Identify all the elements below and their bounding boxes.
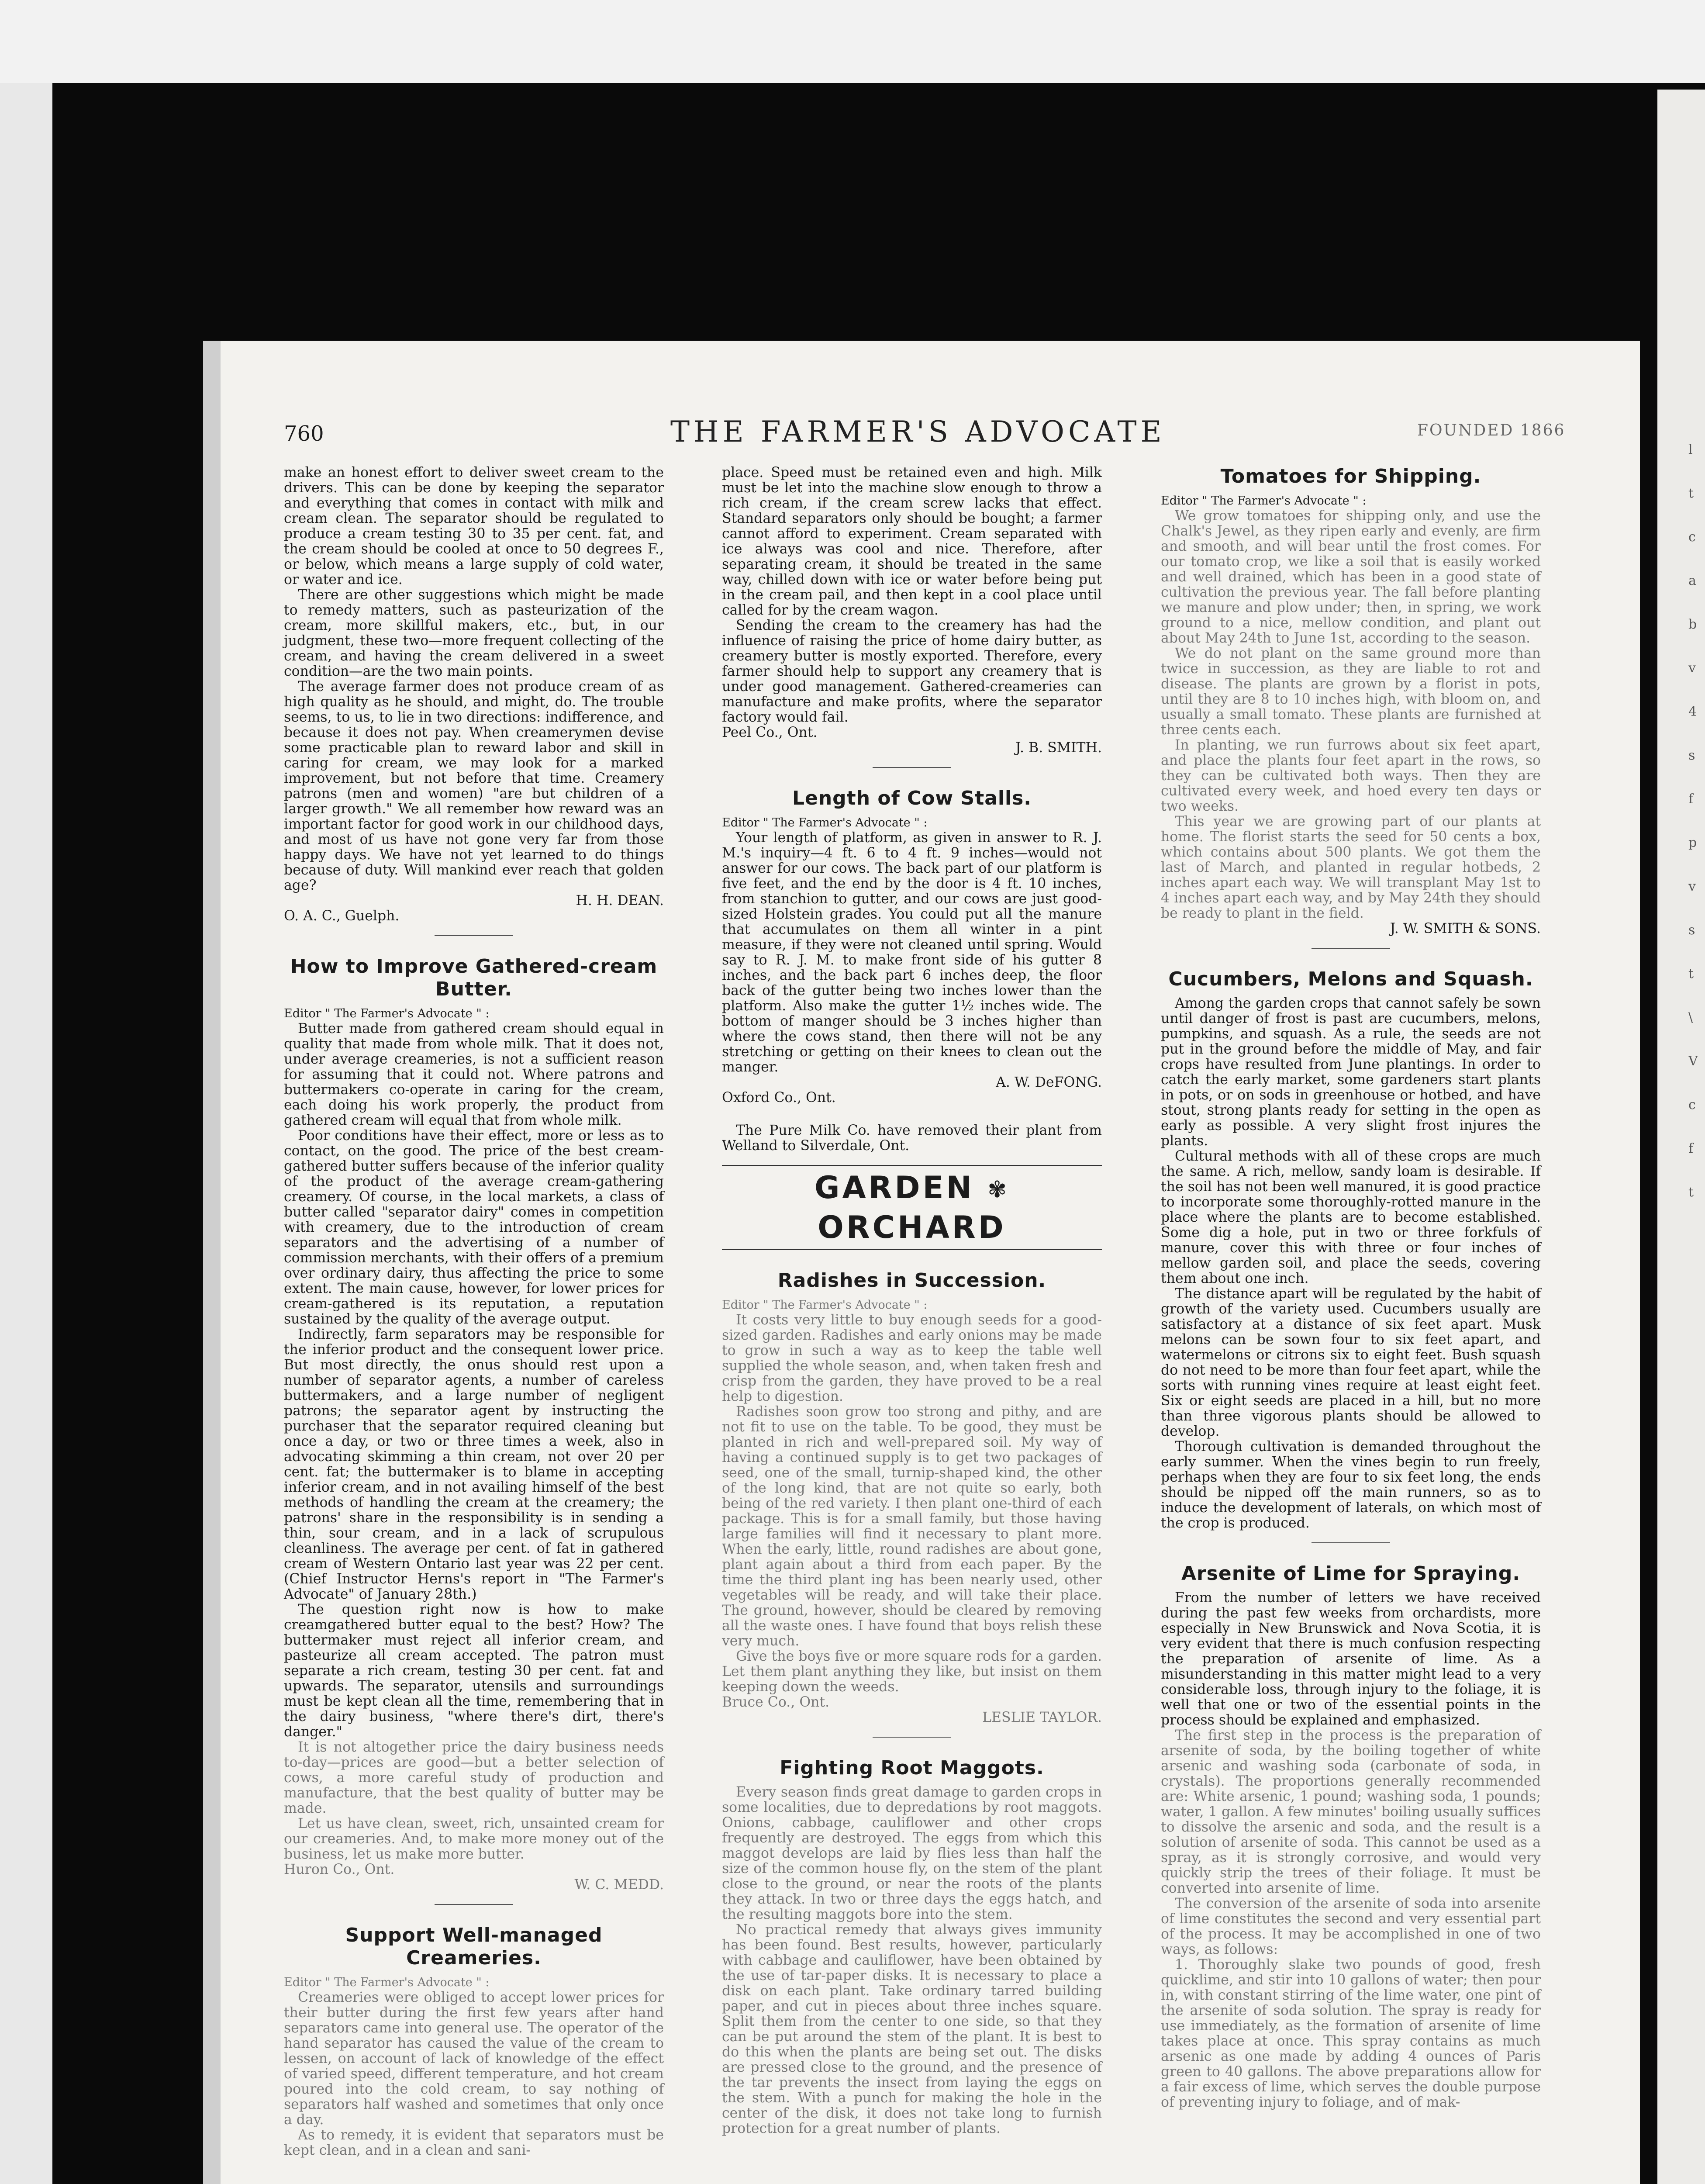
column-3	[1161, 465, 1541, 2184]
news-item: The Pure Milk Co. have removed their plant from Welland to Silverdale, Ont.	[722, 1123, 1102, 1154]
article-paragraph: It costs very little to buy enough seeds for a good-sized garden. Radishes and early onions may be made to grow in such a way as to keep the table well supplied the whole season, and, when taken fresh and crisp from the garden, they have proved to be a real help to digestion.	[722, 1312, 1102, 1404]
editor-salutation: Editor " The Farmer's Advocate " :	[722, 1298, 928, 1312]
article-paragraph: The first step in the process is the preparation of arsenite of soda, by the boiling together of white arsenic and washing soda (carbonate of soda, in crystals). The proportions generally recommended are: White arsenic, 1 pound; washing soda, 1 pounds; water, 1 gallon. A few minutes' boiling usually suffices to dissolve the arsenic and soda, and the result is a solution of arsenite of soda. This cannot be used as a spray, as it is strongly corrosive, and would very quickly strip the trees of their foliage. It must be converted into arsenite of lime.	[1161, 1728, 1541, 1896]
article-paragraph: We grow tomatoes for shipping only, and use the Chalk's Jewel, as they ripen early and evenly, are firm and smooth, and will bear until the frost comes. For our tomato crop, we like a soil that is easily worked and well drained, which has been in a good state of cultivation the previous year. The fall before planting we manure and plow under; then, in spring, we work ground to a nice, mellow condition, and plant out about May 24th to June 1st, according to the season.	[1161, 508, 1541, 646]
article-paragraph: make an honest effort to deliver sweet cream to the drivers. This can be done by keeping the separator and everything that comes in contact with milk and cream clean. The separator should be regulated to produce a cream testing 30 to 35 per cent. fat, and the cream should be cooled at once to 50 degrees F., or below, which means a large supply of cold water, or water and ice.	[284, 465, 664, 587]
article-paragraph: Thorough cultivation is demanded throughout the early summer. When the vines begin to run freely, perhaps when they are four to six feet long, the ends should be nipped off the main runners, so as to induce the development of laterals, on which most of the crop is produced.	[1161, 1439, 1541, 1531]
author-signature: J. W. SMITH & SONS.	[1390, 921, 1541, 936]
author-signature: J. B. SMITH.	[1015, 740, 1102, 756]
author-location: Bruce Co., Ont.	[722, 1694, 830, 1710]
article-paragraph: Let us have clean, sweet, rich, unsainted cream for our creameries. And, to make more money out of the business, let us make more butter.	[284, 1816, 664, 1862]
author-location: Oxford Co., Ont.	[722, 1090, 836, 1106]
author-signature: H. H. DEAN.	[576, 893, 664, 909]
article-title: Tomatoes for Shipping.	[1220, 465, 1481, 487]
author-location: O. A. C., Guelph.	[284, 908, 400, 924]
article-paragraph: Among the garden crops that cannot safely be sown until danger of frost is past are cucumbers, melons, pumpkins, and squash. As a rule, the seeds are not put in the ground before the middle of May, and fair crops have resulted from June plantings. In order to catch the early market, some gardeners start plants in pots, or on sods in greenhouse or hotbed, and have stout, strong plants ready for setting in the open as early as possible. A very slight frost injures the plants.	[1161, 995, 1541, 1149]
section-divider	[435, 935, 513, 936]
newspaper-page	[221, 341, 1640, 2184]
author-location: Huron Co., Ont.	[284, 1862, 395, 1877]
editor-salutation: Editor " The Farmer's Advocate " :	[284, 1007, 490, 1020]
column-1	[284, 465, 664, 2184]
scan-top-margin	[0, 0, 1705, 83]
section-divider	[1312, 948, 1390, 949]
article-paragraph: Cultural methods with all of these crops are much the same. A rich, mellow, sandy loam is desirable. If the soil has not been well manured, it is good practice to incorporate some thoroughly-rotted manure in the place where the plants are to become established. Some dig a hole, put in two or three forkfuls of manure, cover this with three or four inches of mellow garden soil, and place the seeds, covering them about one inch.	[1161, 1148, 1541, 1286]
section-divider	[435, 1904, 513, 1905]
scan-left-margin	[0, 83, 52, 2184]
article-paragraph: Radishes soon grow too strong and pithy, and are not fit to use on the table. To be good, they must be planted in rich and well-prepared soil. My way of having a continued supply is to get two packages of seed, one of the small, turnip-shaped kind, the other of the long kind, that are not quite so early, both being of the red variety. I then plant one-third of each package. This is for a small family, but those having large families will find it necessary to plant more. When the early, little, round radishes are about gone, plant again about a third from each paper. By the time the third plant ing has been nearly used, other vegetables will be ready, and will take their place. The ground, however, should be cleared by removing all the waste ones. I have found that boys relish these very much.	[722, 1403, 1102, 1649]
banner-left-word: GARDEN	[815, 1170, 975, 1206]
article-paragraph: The conversion of the arsenite of soda into arsenite of lime constitutes the second and very essential part of the process. It may be accomplished in one of two ways, as follows:	[1161, 1896, 1541, 1957]
article-title: Radishes in Succession.	[777, 1269, 1046, 1292]
garden-orchard-banner	[722, 1165, 1102, 1250]
article-paragraph: Poor conditions have their effect, more or less as to contact, on the good. The price of the best cream-gathered butter suffers because of the inferior quality of the product of the average cream-gathering creamery. Of course, in the local markets, a class of butter called "separator dairy" comes in competition with creamery, due to the introduction of cream separators and the advertising of a number of commission merchants, with their offers of a premium over ordinary dairy, thus affecting the price to some extent. The main cause, however, for lower prices for cream-gathered is its reputation, a reputation sustained by the quality of the average output.	[284, 1128, 664, 1327]
article-paragraph: As to remedy, it is evident that separators must be kept clean, and in a clean and sani-	[284, 2127, 664, 2158]
section-divider	[873, 1737, 951, 1738]
article-paragraph: Butter made from gathered cream should equal in quality that made from whole milk. That it does not, under average creameries, is not a sufficient reason for assuming that it could not. Where patrons and buttermakers co-operate in caring for the cream, each doing his work properly, the product from gathered cream will equal that from whole milk.	[284, 1021, 664, 1128]
article-paragraph: It is not altogether price the dairy business needs to-day—prices are good—but a better selection of cows, a more careful study of production and manufacture, that the best quality of butter may be made.	[284, 1739, 664, 1816]
article-paragraph: Creameries were obliged to accept lower prices for their butter during the first few years after hand separators came into general use. The operator of the hand separator has caused the value of the cream to lessen, on account of lack of knowledge of the effect of varied speed, different temperature, and hot cream poured into the cold cream, to say nothing of separators half washed and sometimes that only once a day.	[284, 1990, 664, 2128]
article-title: Cucumbers, Melons and Squash.	[1168, 968, 1533, 990]
article-title: Length of Cow Stalls.	[792, 787, 1032, 809]
editor-salutation: Editor " The Farmer's Advocate " :	[284, 1976, 490, 1989]
article-title: Fighting Root Maggots.	[780, 1756, 1044, 1779]
article-title: Arsenite of Lime for Spraying.	[1181, 1562, 1521, 1585]
author-location: Peel Co., Ont.	[722, 725, 818, 740]
flower-ornament-icon: ✾	[987, 1176, 1009, 1203]
article-paragraph: The distance apart will be regulated by the habit of growth of the variety used. Cucumbers usually are satisfactory at a distance of six feet apart. Musk melons can be sown four to six feet apart, and watermelons or citrons six to eight feet. Bush squash do not need to be more than four feet apart, while the sorts with running vines require at least eight feet. Six or eight seeds are placed in a hill, but no more than three vigorous plants should be allowed to develop.	[1161, 1286, 1541, 1439]
adjacent-page-sliver	[1657, 90, 1705, 2184]
editor-salutation: Editor " The Farmer's Advocate " :	[722, 816, 928, 829]
article-paragraph: This year we are growing part of our plants at home. The florist starts the seed for 50 cents a box, which contains about 500 plants. We got them the last of March, and planted in regular hotbeds, 2 inches apart each way. We will transplant May 1st to 4 inches apart each way, and by May 24th they should be ready to plant in the field.	[1161, 814, 1541, 921]
article-paragraph: Sending the cream to the creamery has had the influence of raising the price of home dairy butter, as creamery butter is mostly exported. Therefore, every farmer should help to support any creamery that is under good management. Gathered-creameries can manufacture and make profits, where the separator factory would fail.	[722, 618, 1102, 725]
article-paragraph: 1. Thoroughly slake two pounds of good, fresh quicklime, and stir into 10 gallons of water; then pour in, with constant stirring of the lime water, one pint of the arsenite of soda solution. The spray is ready for use immediately, as the formation of arsenite of lime takes place at once. This spray contains as much arsenic as one made by adding 4 ounces of Paris green to 40 gallons. The above preparations allow for a fair excess of lime, which serves the double purpose of preventing injury to foliage, and of mak-	[1161, 1957, 1541, 2110]
column-2	[722, 465, 1102, 2184]
article-paragraph: Indirectly, farm separators may be responsible for the inferior product and the consequent lower price. But most directly, the onus should rest upon a number of separator agents, a number of careless buttermakers, and a large number of negligent patrons; the separator agent by instructing the purchaser that the separator required cleaning but once a day, or two or three times a week, also in advocating skimming a thin cream, not over 20 per cent. fat; the buttermaker is to blame in accepting inferior cream, and in not availing himself of the best methods of handling the cream at the creamery; the patrons' share in the responsibility is in sending a thin, sour cream, and in a lack of scrupulous cleanliness. The average per cent. of fat in gathered cream of Western Ontario last year was 22 per cent. (Chief Instructor Herns's report in "The Farmer's Advocate" of January 28th.)	[284, 1327, 664, 1602]
article-title: How to Improve Gathered-cream Butter.	[290, 955, 658, 1000]
adjacent-page-text: l t c a b v 4 s f p v s t \ V c f t	[1688, 442, 1698, 1200]
article-paragraph: Every season finds great damage to garden crops in some localities, due to depredations by root maggots. Onions, cabbage, cauliflower and other crops frequently are destroyed. The eggs from which this maggot develops are laid by flies less than half the size of the common house fly, on the stem of the plant close to the ground, or near the roots of the plants they attack. In two or three days the eggs hatch, and the resulting maggots bore into the stem.	[722, 1784, 1102, 1922]
masthead-title: THE FARMER'S ADVOCATE	[670, 415, 1166, 449]
author-signature: W. C. MEDD.	[574, 1877, 664, 1893]
article-paragraph: From the number of letters we have received during the past few weeks from orchardists, more especially in New Brunswick and Nova Scotia, it is very evident that there is much confusion respecting the preparation of arsenite of lime. As a misunderstanding in this matter might lead to a very considerable loss, through injury to the foliage, it is well that one or two of the essential points in the process should be explained and emphasized.	[1161, 1590, 1541, 1728]
article-paragraph: In planting, we run furrows about six feet apart, and place the plants four feet apart in the rows, so they can be cultivated both ways. Then they are cultivated every week, and hoed every ten days or two weeks.	[1161, 737, 1541, 814]
article-paragraph: No practical remedy that always gives immunity has been found. Best results, however, particularly with cabbage and cauliflower, have been obtained by the use of tar-paper disks. It is necessary to place a disk on each plant. Take ordinary tarred building paper, and cut in pieces about three inches square. Split them from the center to one side, so that they can be put around the stem of the plant. It is best to do this when the plants are being set out. The disks are pressed close to the ground, and the presence of the tar prevents the insect from laying the eggs on the stem. With a punch for making the hole in the center of the disk, it does not take long to furnish protection for a great number of plants.	[722, 1921, 1102, 2136]
author-signature: LESLIE TAYLOR.	[982, 1709, 1102, 1725]
page-number: 760	[284, 422, 324, 446]
article-paragraph: The question right now is how to make creamgathered butter equal to the best? How? The buttermaker must reject all inferior cream, and pasteurize all cream accepted. The patron must separate a rich cream, testing 30 per cent. fat and upwards. The separator, utensils and surroundings must be kept clean all the time, remembering that in the dairy business, "where there's dirt, there's danger."	[284, 1602, 664, 1740]
article-paragraph: Your length of platform, as given in answer to R. J. M.'s inquiry—4 ft. 6 to 4 ft. 9 inches—would not answer for our cows. The back part of our platform is five feet, and the end by the door is 4 ft. 10 inches, from stanchion to gutter, and our cows are just good-sized Holstein grades. You could put all the manure that accumulates on them all winter in a pint measure, if they were not cleaned until spring. Would say to R. J. M. to make front side of his gutter 8 inches, and the back part 6 inches deep, the floor back of the gutter being two inches lower than the platform. Also make the gutter 1½ inches wide. The bottom of manger should be 3 inches higher than where the cows stand, then there will not be any stretching or getting on their knees to clean out the manger.	[722, 830, 1102, 1075]
article-title: Support Well-managed Creameries.	[345, 1924, 603, 1969]
article-paragraph: There are other suggestions which might be made to remedy matters, such as pasteurization of the cream, more skillful makers, etc., but, in our judgment, these two—more frequent collecting of the cream, and having the cream delivered in a sweet condition—are the two main points.	[284, 587, 664, 679]
article-paragraph: Give the boys five or more square rods for a garden. Let them plant anything they like, but insist on them keeping down the weeds.	[722, 1648, 1102, 1695]
article-paragraph: We do not plant on the same ground more than twice in succession, as they are liable to rot and disease. The plants are grown by a florist in pots, until they are 8 to 10 inches high, with bloom on, and usually a small tomato. These plants are furnished at three cents each.	[1161, 646, 1541, 738]
binding-gutter	[203, 341, 221, 2184]
article-paragraph: The average farmer does not produce cream of as high quality as he should, and might, do. The trouble seems, to us, to lie in two directions: indifference, and because it does not pay. When creamerymen devise some practicable plan to reward labor and skill in caring for cream, we may look for a marked improvement, but not before that time. Creamery patrons (men and women) "are but children of a larger growth." We all remember how reward was an important factor for good work in our childhood days, and most of us have not gone very far from those happy days. We have not yet learned to do things because of duty. Will mankind ever reach that golden age?	[284, 679, 664, 893]
founded-label: FOUNDED 1866	[1417, 422, 1566, 439]
banner-right-word: ORCHARD	[818, 1209, 1006, 1245]
section-divider	[873, 767, 951, 768]
editor-salutation: Editor " The Farmer's Advocate " :	[1161, 494, 1367, 508]
author-signature: A. W. DeFONG.	[996, 1075, 1102, 1090]
article-paragraph: place. Speed must be retained even and high. Milk must be let into the machine slow enough to throw a rich cream, if the cream screw lacks that effect. Standard separators only should be bought; a farmer cannot afford to experiment. Cream separated with ice always was cool and nice. Therefore, after separating cream, it should be treated in the same way, chilled down with ice or water before being put in the cream pail, and then kept in a cool place until called for by the cream wagon.	[722, 465, 1102, 618]
section-divider	[1312, 1542, 1390, 1543]
